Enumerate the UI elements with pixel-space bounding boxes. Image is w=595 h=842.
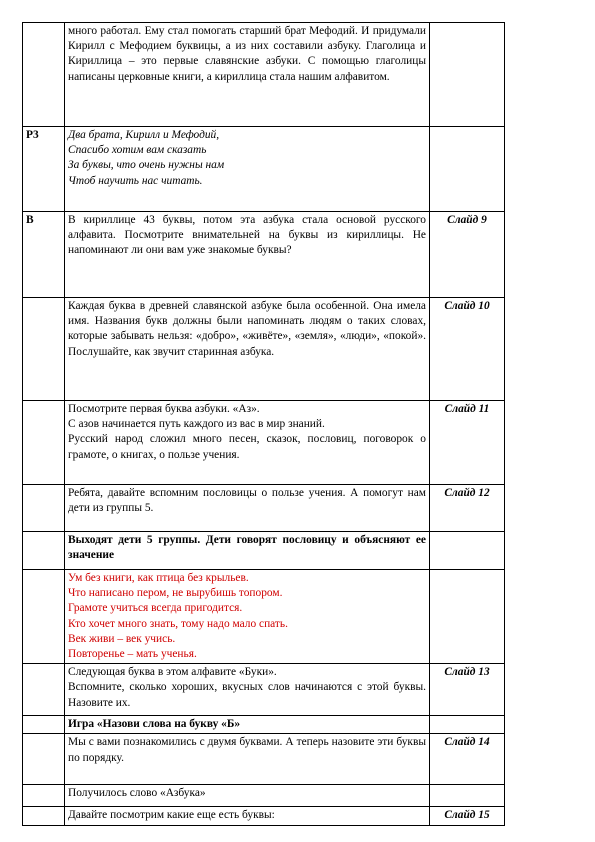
slide-cell: Слайд 13 — [430, 664, 505, 716]
slide-cell: Слайд 10 — [430, 298, 505, 401]
table-row — [23, 734, 505, 785]
content-cell — [65, 127, 430, 212]
content-cell: Игра «Назови слова на букву «Б» — [65, 716, 430, 734]
slide-cell — [430, 716, 505, 734]
stage-cell — [23, 570, 65, 664]
text-line: Посмотрите первая буква азбуки. «Аз». — [68, 403, 260, 415]
slide-cell — [430, 23, 505, 127]
text-line: Следующая буква в этом алфавите «Буки». — [68, 666, 277, 679]
content-cell — [65, 401, 430, 485]
poem-line: Два брата, Кирилл и Мефодий, — [68, 129, 220, 141]
content-cell: Каждая буква в древней славянской азбуке была особенной. Она имела имя. Названия букв должны были напоминать людям о таких словах, которые забывать нельзя: «добро», «живёте», «земля», «люди», «покой». Послушайте, как звучит старинная азбука. — [65, 298, 430, 401]
stage-cell — [23, 532, 65, 570]
lesson-plan-table — [22, 22, 505, 826]
stage-cell — [23, 23, 65, 127]
proverb-line: Что написано пером, не вырубишь топором. — [68, 587, 283, 600]
content-cell: Получилось слово «Азбука» — [65, 785, 430, 807]
poem-line: Спасибо хотим вам сказать — [68, 144, 207, 157]
stage-cell — [23, 485, 65, 532]
stage-cell — [23, 298, 65, 401]
table-row — [23, 716, 505, 734]
content-cell: много работал. Ему стал помогать старший брат Мефодий. И придумали Кирилл с Мефодием буквицы, а из них составили азбуку. Глаголица и Кириллица – это первые славянские азбуки. С помощью глаголицы написаны церковные книги, а кириллица стала нашим алфавитом. — [65, 23, 430, 127]
table-row — [23, 212, 505, 298]
stage-cell — [23, 716, 65, 734]
stage-cell — [23, 734, 65, 785]
proverb-line: Повторенье – мать ученья. — [68, 648, 197, 661]
text-line: Русский народ сложил много песен, сказок, пословиц, поговорок о грамоте, о книгах, о пользе учения. — [68, 433, 426, 461]
slide-cell: Слайд 14 — [430, 734, 505, 785]
slide-cell: Слайд 12 — [430, 485, 505, 532]
content-cell: Давайте посмотрим какие еще есть буквы: — [65, 807, 430, 825]
table-row — [23, 532, 505, 570]
content-cell: Мы с вами познакомились с двумя буквами. А теперь назовите эти буквы по порядку. — [65, 734, 430, 785]
stage-cell — [23, 785, 65, 807]
slide-cell: Слайд 15 — [430, 807, 505, 825]
proverb-line: Век живи – век учись. — [68, 632, 176, 645]
text-line: Вспомните, сколько хороших, вкусных слов начинаются с этой буквы. Назовите их. — [68, 681, 426, 709]
content-cell: Выходят дети 5 группы. Дети говорят пословицу и объясняют ее значение — [65, 532, 430, 570]
poem-line: За буквы, что очень нужны нам — [68, 159, 225, 172]
table-row — [23, 807, 505, 825]
slide-cell: Слайд 9 — [430, 212, 505, 298]
proverbs-cell — [65, 570, 430, 664]
slide-cell — [430, 127, 505, 212]
content-cell: Ребята, давайте вспомним пословицы о пользе учения. А помогут нам дети из группы 5. — [65, 485, 430, 532]
content-cell — [65, 664, 430, 716]
slide-cell: Слайд 11 — [430, 401, 505, 485]
slide-cell — [430, 570, 505, 664]
text-line: С азов начинается путь каждого из вас в мир знаний. — [68, 418, 325, 431]
table-row — [23, 570, 505, 664]
stage-cell — [23, 664, 65, 716]
proverb-line: Ум без книги, как птица без крыльев. — [68, 572, 249, 584]
stage-cell: В — [23, 212, 65, 298]
stage-cell — [23, 807, 65, 825]
proverb-line: Грамоте учиться всегда пригодится. — [68, 602, 243, 615]
table-row — [23, 785, 505, 807]
proverb-line: Кто хочет много знать, тому надо мало спать. — [68, 617, 288, 630]
table-row — [23, 485, 505, 532]
poem-line: Чтоб научить нас читать. — [68, 174, 203, 187]
content-cell: В кириллице 43 буквы, потом эта азбука стала основой русского алфавита. Посмотрите внимательней на буквы из кириллицы. Не напоминают ли они вам уже знакомые буквы? — [65, 212, 430, 298]
table-row — [23, 298, 505, 401]
slide-cell — [430, 532, 505, 570]
table-row — [23, 664, 505, 716]
slide-cell — [430, 785, 505, 807]
table-row — [23, 401, 505, 485]
table-row — [23, 127, 505, 212]
stage-cell: Р3 — [23, 127, 65, 212]
stage-cell — [23, 401, 65, 485]
table-row — [23, 23, 505, 127]
